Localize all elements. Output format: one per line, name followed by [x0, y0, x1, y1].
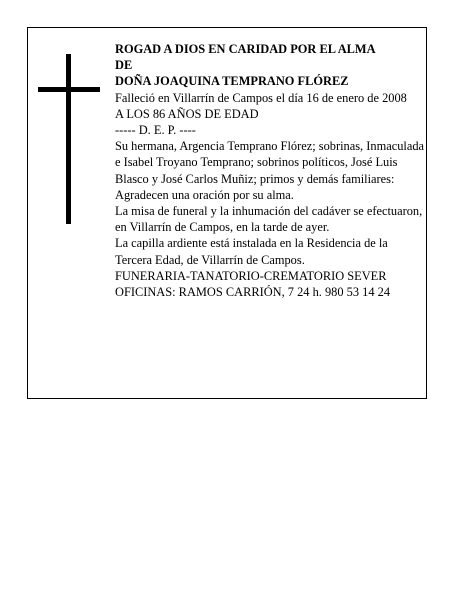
obituary-text	[115, 41, 427, 300]
prayer-request: Agradecen una oración por su alma.	[115, 187, 294, 202]
deceased-name: DOÑA JOAQUINA TEMPRANO FLÓREZ	[115, 74, 349, 89]
chapel-info: La capilla ardiente está instalada en la Residencia de la Tercera Edad, de Villarrín de Campos.	[115, 236, 388, 267]
age-line: A LOS 86 AÑOS DE EDAD	[115, 106, 259, 121]
obituary-notice	[27, 27, 427, 399]
family-list: Su hermana, Argencia Temprano Flórez; sobrinas, Inmaculada e Isabel Troyano Temprano; sobrinos políticos, José Luis Blasco y José Carlos Muñiz; primos y demás familiares:	[115, 139, 425, 186]
funeral-info: La misa de funeral y la inhumación del cadáver se efectuaron, en Villarrín de Campos, en la tarde de ayer.	[115, 204, 423, 235]
rip-line: ----- D. E. P. ----	[115, 123, 196, 138]
offices-contact: OFICINAS: RAMOS CARRIÓN, 7 24 h. 980 53 14 24	[115, 285, 391, 300]
heading-line-2: DE	[115, 58, 133, 73]
funeral-home-name: FUNERARIA-TANATORIO-CREMATORIO SEVER	[115, 268, 387, 283]
heading-line-1: ROGAD A DIOS EN CARIDAD POR EL ALMA	[115, 42, 376, 56]
death-info: Falleció en Villarrín de Campos el día 16 de enero de 2008	[115, 90, 407, 105]
